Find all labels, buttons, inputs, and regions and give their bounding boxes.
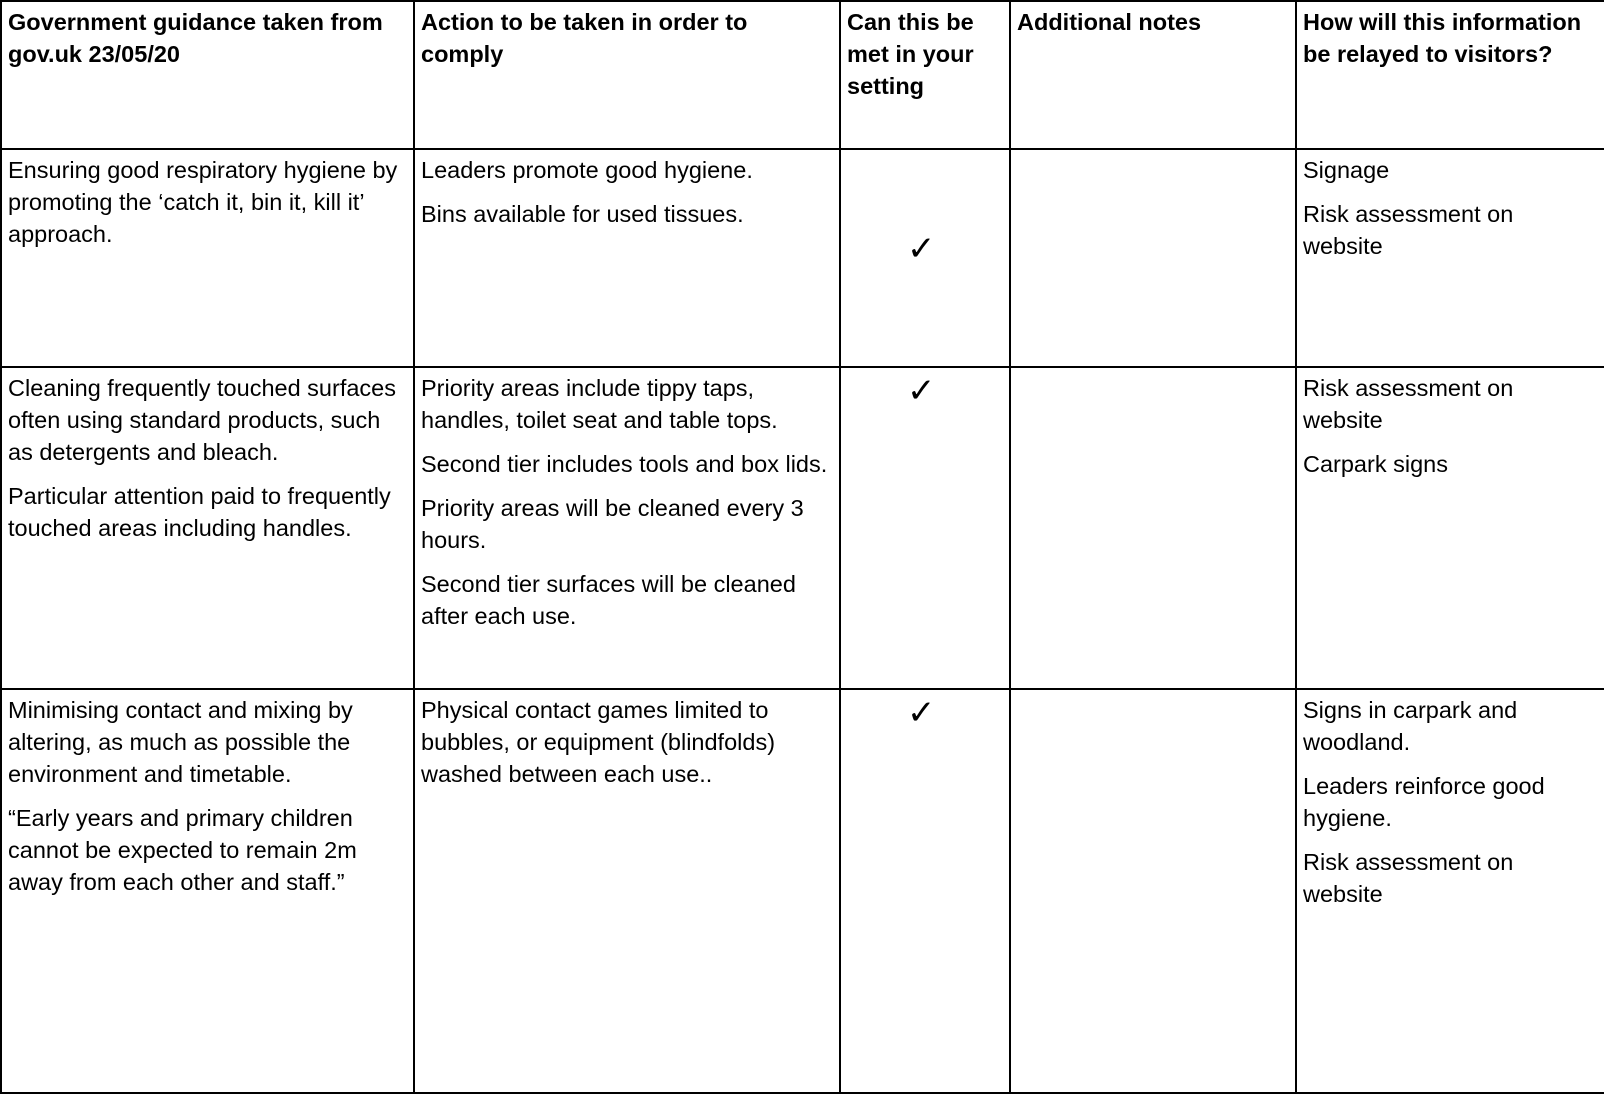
table-row: [1, 149, 1604, 367]
action-text: Leaders promote good hygiene.: [421, 157, 753, 183]
action-cell: [414, 689, 840, 1093]
guidance-text: Particular attention paid to frequently touched areas including handles.: [8, 483, 391, 541]
table-row: [1, 689, 1604, 1093]
relayed-text: Signs in carpark and woodland.: [1303, 697, 1518, 755]
action-text: Priority areas include tippy taps, handles, toilet seat and table tops.: [421, 375, 778, 433]
notes-cell: [1010, 367, 1296, 689]
header-row: [1, 1, 1604, 149]
notes-cell: [1010, 689, 1296, 1093]
header-met: Can this be met in your setting: [840, 1, 1010, 149]
guidance-text: Cleaning frequently touched surfaces often using standard products, such as detergents and bleach.: [8, 375, 396, 465]
met-cell: [840, 149, 1010, 367]
guidance-cell: [1, 689, 414, 1093]
guidance-text: “Early years and primary children cannot be expected to remain 2m away from each other and staff.”: [8, 805, 357, 895]
guidance-cell: [1, 367, 414, 689]
relayed-text: Risk assessment on website: [1303, 375, 1514, 433]
header-relayed: How will this information be relayed to visitors?: [1296, 1, 1604, 149]
action-text: Second tier surfaces will be cleaned after each use.: [421, 571, 796, 629]
action-text: Second tier includes tools and box lids.: [421, 451, 828, 477]
relayed-text: Risk assessment on website: [1303, 201, 1514, 259]
relayed-cell: [1296, 367, 1604, 689]
relayed-cell: [1296, 149, 1604, 367]
action-text: Physical contact games limited to bubbles, or equipment (blindfolds) washed between each use..: [421, 697, 776, 787]
header-notes: Additional notes: [1010, 1, 1296, 149]
action-text: Bins available for used tissues.: [421, 201, 744, 227]
action-cell: [414, 367, 840, 689]
relayed-text: Risk assessment on website: [1303, 849, 1514, 907]
checkmark-icon: ✓: [907, 693, 936, 733]
header-guidance: Government guidance taken from gov.uk 23/05/20: [1, 1, 414, 149]
met-cell: [840, 689, 1010, 1093]
relayed-text: Carpark signs: [1303, 451, 1448, 477]
relayed-text: Signage: [1303, 157, 1390, 183]
action-cell: [414, 149, 840, 367]
guidance-text: Ensuring good respiratory hygiene by promoting the ‘catch it, bin it, kill it’ approach.: [8, 157, 398, 247]
met-cell: [840, 367, 1010, 689]
relayed-cell: [1296, 689, 1604, 1093]
header-action: Action to be taken in order to comply: [414, 1, 840, 149]
guidance-text: Minimising contact and mixing by altering, as much as possible the environment and timetable.: [8, 697, 353, 787]
action-text: Priority areas will be cleaned every 3 hours.: [421, 495, 804, 553]
checkmark-icon: ✓: [907, 229, 936, 269]
guidance-cell: [1, 149, 414, 367]
table-row: [1, 367, 1604, 689]
notes-cell: [1010, 149, 1296, 367]
relayed-text: Leaders reinforce good hygiene.: [1303, 773, 1545, 831]
checkmark-icon: ✓: [907, 371, 936, 411]
